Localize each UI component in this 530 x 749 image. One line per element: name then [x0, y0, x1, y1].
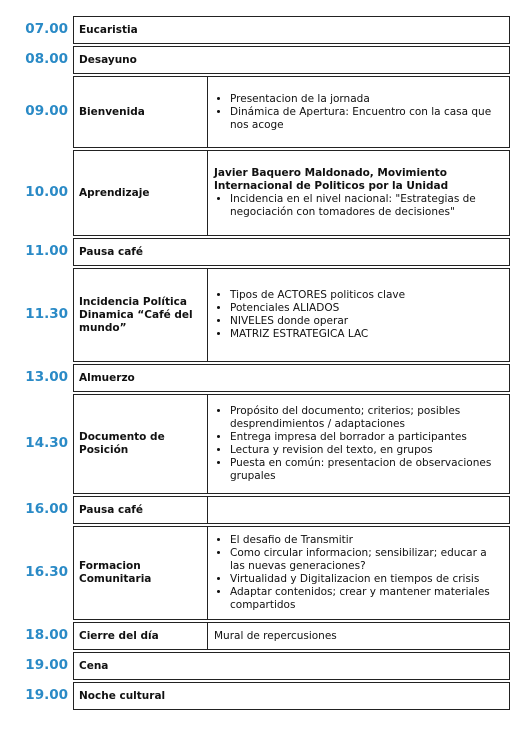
activity-name: Cena — [73, 652, 510, 680]
schedule-row — [0, 622, 530, 650]
time-label: 19.00 — [25, 687, 68, 703]
time-label: 13.00 — [25, 369, 68, 385]
list-item: • El desafio de Transmitir — [230, 534, 503, 547]
schedule-row — [0, 526, 530, 620]
activity-details — [207, 150, 510, 236]
schedule-row — [0, 652, 530, 680]
detail-list — [214, 93, 503, 132]
list-item: • Incidencia en el nivel nacional: "Estrategias de negociación con tomadores de decisiones" — [230, 193, 503, 219]
detail-list — [214, 289, 503, 341]
time-label: 16.00 — [25, 501, 68, 517]
schedule-row — [0, 16, 530, 44]
activity-name: Bienvenida — [73, 76, 208, 148]
detail-list — [214, 405, 503, 483]
detail-list — [214, 193, 503, 219]
activity-name: Incidencia Política Dinamica “Café del mundo” — [73, 268, 208, 362]
schedule-row — [0, 268, 530, 362]
detail-list — [214, 534, 503, 612]
list-item: • Entrega impresa del borrador a participantes — [230, 431, 503, 444]
list-item: • Dinámica de Apertura: Encuentro con la casa que nos acoge — [230, 106, 503, 132]
time-label: 10.00 — [25, 184, 68, 200]
activity-name: Cierre del día — [73, 622, 208, 650]
time-label: 07.00 — [25, 21, 68, 37]
activity-details — [207, 394, 510, 494]
activity-name: Documento de Posición — [73, 394, 208, 494]
activity-name: Aprendizaje — [73, 150, 208, 236]
activity-details — [207, 496, 510, 524]
schedule-row — [0, 238, 530, 266]
list-item: • Tipos de ACTORES politicos clave — [230, 289, 503, 302]
activity-name: Pausa café — [73, 238, 510, 266]
schedule-row — [0, 394, 530, 494]
activity-details — [207, 268, 510, 362]
activity-name: Noche cultural — [73, 682, 510, 710]
list-item: • Potenciales ALIADOS — [230, 302, 503, 315]
time-label: 08.00 — [25, 51, 68, 67]
schedule-row — [0, 46, 530, 74]
activity-name: Desayuno — [73, 46, 510, 74]
schedule-row — [0, 682, 530, 710]
list-item: • Adaptar contenidos; crear y mantener materiales compartidos — [230, 586, 503, 612]
speaker-name: Javier Baquero Maldonado, Movimiento Internacional de Politicos por la Unidad — [214, 167, 449, 192]
time-label: 11.30 — [25, 306, 68, 322]
time-label: 16.30 — [25, 564, 68, 580]
time-label: 18.00 — [25, 627, 68, 643]
list-item: • Puesta en común: presentacion de observaciones grupales — [230, 457, 503, 483]
list-item: • Propósito del documento; criterios; posibles desprendimientos / adaptaciones — [230, 405, 503, 431]
schedule-row — [0, 496, 530, 524]
time-label: 11.00 — [25, 243, 68, 259]
activity-details — [207, 622, 510, 650]
activity-name: Formacion Comunitaria — [73, 526, 208, 620]
activity-name: Eucaristia — [73, 16, 510, 44]
list-item: • Lectura y revision del texto, en grupos — [230, 444, 503, 457]
activity-details — [207, 526, 510, 620]
schedule-row — [0, 364, 530, 392]
list-item: • Como circular informacion; sensibilizar; educar a las nuevas generaciones? — [230, 547, 503, 573]
detail-note: Mural de repercusiones — [214, 630, 337, 642]
list-item: • Presentacion de la jornada — [230, 93, 503, 106]
list-item: • MATRIZ ESTRATEGICA LAC — [230, 328, 503, 341]
time-label: 09.00 — [25, 103, 68, 119]
activity-details — [207, 76, 510, 148]
schedule-row — [0, 150, 530, 236]
time-label: 19.00 — [25, 657, 68, 673]
activity-name: Pausa café — [73, 496, 208, 524]
time-label: 14.30 — [25, 435, 68, 451]
list-item: • NIVELES donde operar — [230, 315, 503, 328]
activity-name: Almuerzo — [73, 364, 510, 392]
schedule-row — [0, 76, 530, 148]
list-item: • Virtualidad y Digitalizacion en tiempos de crisis — [230, 573, 503, 586]
